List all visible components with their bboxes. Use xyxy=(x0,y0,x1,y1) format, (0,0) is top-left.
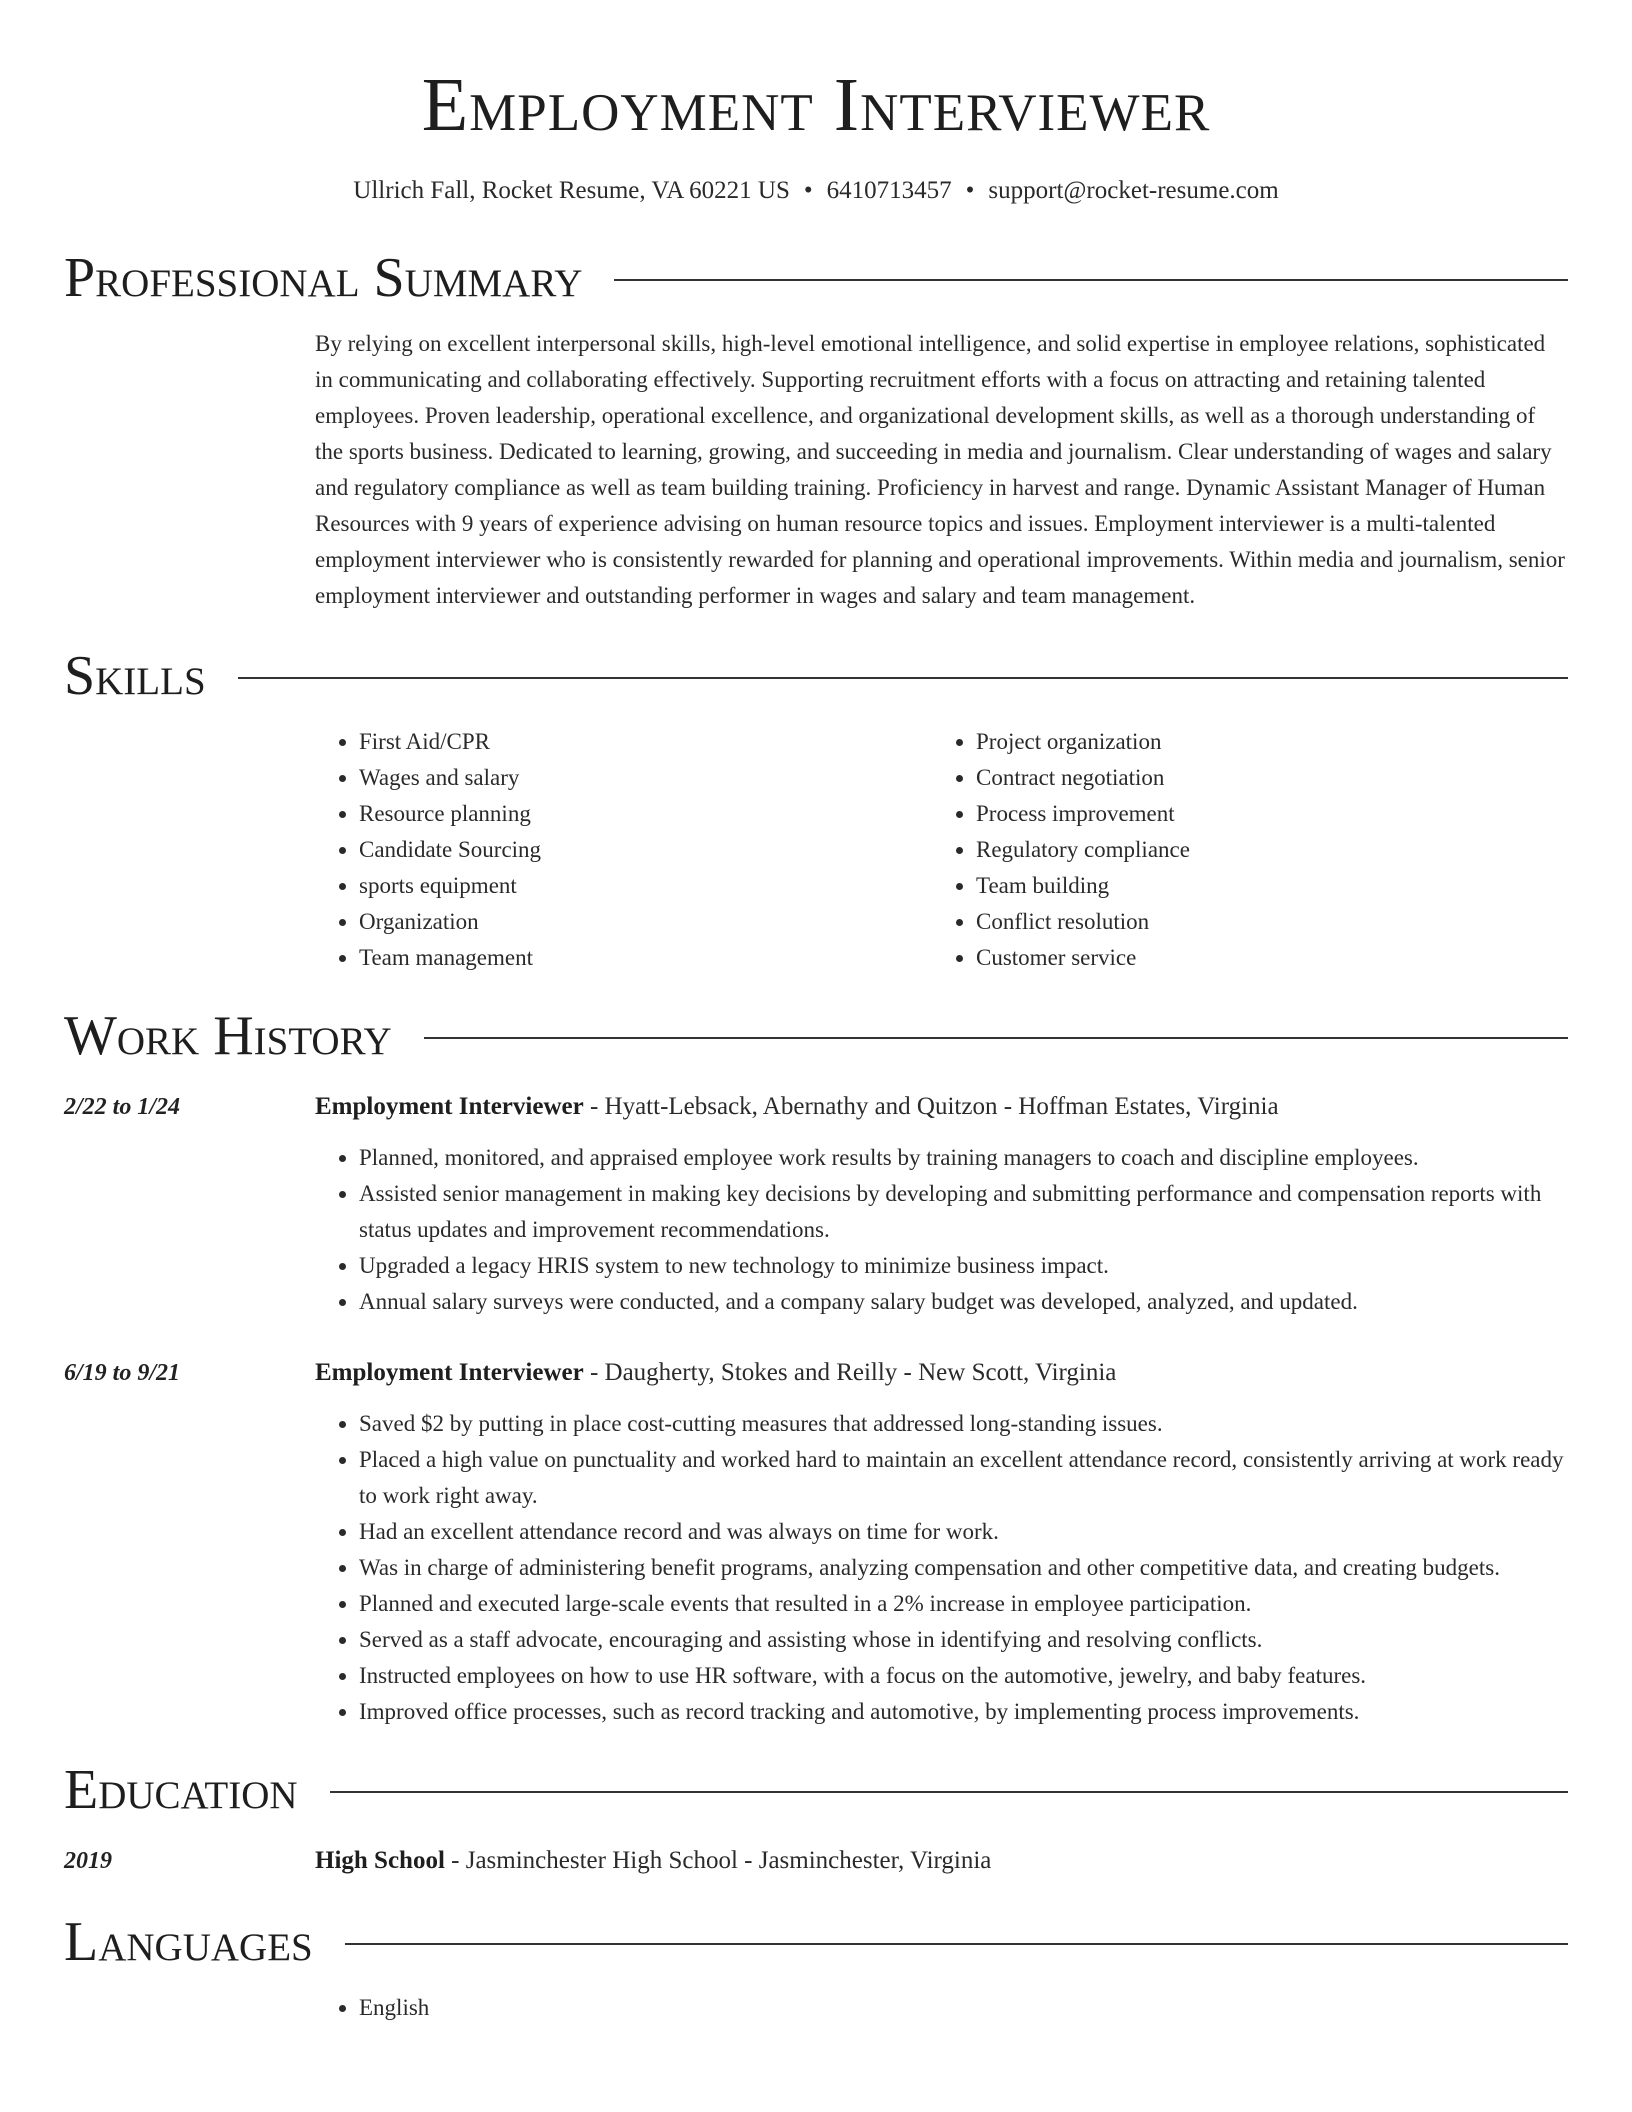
section-divider xyxy=(238,677,1568,679)
education-entry xyxy=(64,1842,1568,1880)
education-degree: High School xyxy=(315,1847,445,1874)
section-divider xyxy=(614,279,1568,281)
job-details: - Hyatt-Lebsack, Abernathy and Quitzon - Hoffman Estates, Virginia xyxy=(583,1093,1279,1120)
job-content xyxy=(315,1088,1568,1320)
job-entry xyxy=(64,1354,1568,1730)
skill-item: • Candidate Sourcing xyxy=(359,832,932,868)
job-bullet: • Assisted senior management in making key decisions by developing and submitting performance and compensation reports with status updates and improvement recommendations. xyxy=(359,1176,1568,1248)
section-divider xyxy=(330,1791,1568,1793)
job-role: Employment Interviewer xyxy=(315,1359,584,1386)
education-details: - Jasminchester High School - Jasminchester, Virginia xyxy=(444,1847,992,1874)
job-title-line xyxy=(315,1088,1568,1126)
work-section-header xyxy=(64,1004,1568,1068)
section-divider xyxy=(424,1037,1568,1039)
summary-text: By relying on excellent interpersonal skills, high-level emotional intelligence, and solid expertise in employee relations, sophisticated in communicating and collaborating effectively. Supporting recruitment efforts with a focus on attracting and retaining talented employees. Proven leadership, operational excellence, and organizational development skills, as well as a thorough understanding of the sports business. Dedicated to learning, growing, and succeeding in media and journalism. Clear understanding of wages and salary and regulatory compliance as well as team building training. Proficiency in harvest and range. Dynamic Assistant Manager of Human Resources with 9 years of experience advising on human resource topics and issues. Employment interviewer is a multi-talented employment interviewer who is consistently rewarded for planning and operational improvements. Within media and journalism, senior employment interviewer and outstanding performer in wages and salary and team management. xyxy=(315,331,1565,608)
skills-title: Skills xyxy=(64,645,206,707)
language-item: • English xyxy=(359,1990,1568,2026)
skill-item: • Project organization xyxy=(976,724,1549,760)
work-title: Work History xyxy=(64,1005,392,1067)
job-entry xyxy=(64,1088,1568,1320)
job-title-line xyxy=(315,1354,1568,1392)
job-role: Employment Interviewer xyxy=(315,1093,584,1120)
contact-separator: • xyxy=(965,177,975,204)
skill-item: • Process improvement xyxy=(976,796,1549,832)
skill-item: • Resource planning xyxy=(359,796,932,832)
candidate-name: Employment Interviewer xyxy=(421,63,1211,147)
summary-section-header xyxy=(64,246,1568,310)
job-bullet: • Planned, monitored, and appraised employee work results by training managers to coach and discipline employees. xyxy=(359,1140,1568,1176)
job-bullet: • Instructed employees on how to use HR software, with a focus on the automotive, jewelry, and baby features. xyxy=(359,1658,1568,1694)
contact-address: Ullrich Fall, Rocket Resume, VA 60221 US xyxy=(353,177,790,204)
skills-list xyxy=(315,724,1568,976)
contact-phone: 6410713457 xyxy=(826,177,952,204)
skill-item: • Regulatory compliance xyxy=(976,832,1549,868)
job-content xyxy=(315,1354,1568,1730)
skill-item: • First Aid/CPR xyxy=(359,724,932,760)
skill-item: • Contract negotiation xyxy=(976,760,1549,796)
education-year: 2019 xyxy=(64,1848,112,1874)
job-dates: 6/19 to 9/21 xyxy=(64,1360,181,1386)
education-content xyxy=(315,1842,1568,1880)
job-bullet: • Annual salary surveys were conducted, and a company salary budget was developed, analyzed, and updated. xyxy=(359,1284,1568,1320)
job-details: - Daugherty, Stokes and Reilly - New Scott, Virginia xyxy=(583,1359,1117,1386)
contact-separator: • xyxy=(803,177,813,204)
job-bullet: • Upgraded a legacy HRIS system to new technology to minimize business impact. xyxy=(359,1248,1568,1284)
job-dates: 2/22 to 1/24 xyxy=(64,1094,181,1120)
skill-item: • Wages and salary xyxy=(359,760,932,796)
skill-item: • Organization xyxy=(359,904,932,940)
job-bullet: • Was in charge of administering benefit programs, analyzing compensation and other competitive data, and creating budgets. xyxy=(359,1550,1568,1586)
skill-item: • Customer service xyxy=(976,940,1549,976)
education-section-header xyxy=(64,1758,1568,1822)
languages-section-header xyxy=(64,1910,1568,1974)
job-bullets xyxy=(315,1406,1568,1730)
education-line xyxy=(315,1842,1568,1880)
job-bullets xyxy=(315,1140,1568,1320)
contact-line xyxy=(64,174,1568,208)
skill-item: • sports equipment xyxy=(359,868,932,904)
job-bullet: • Placed a high value on punctuality and worked hard to maintain an excellent attendance record, consistently arriving at work ready to work right away. xyxy=(359,1442,1568,1514)
job-bullet: • Improved office processes, such as record tracking and automotive, by implementing process improvements. xyxy=(359,1694,1568,1730)
skills-column-left xyxy=(315,724,932,976)
languages-title: Languages xyxy=(64,1911,313,1973)
skills-column-right xyxy=(932,724,1549,976)
job-bullet: • Served as a staff advocate, encouraging and assisting whose in identifying and resolving conflicts. xyxy=(359,1622,1568,1658)
section-divider xyxy=(345,1943,1568,1945)
skill-item: • Team management xyxy=(359,940,932,976)
education-title: Education xyxy=(64,1759,298,1821)
contact-email: support@rocket-resume.com xyxy=(988,177,1279,204)
job-bullet: • Saved $2 by putting in place cost-cutting measures that addressed long-standing issues. xyxy=(359,1406,1568,1442)
skills-section-header xyxy=(64,644,1568,708)
skill-item: • Team building xyxy=(976,868,1549,904)
job-bullet: • Had an excellent attendance record and was always on time for work. xyxy=(359,1514,1568,1550)
job-bullet: • Planned and executed large-scale events that resulted in a 2% increase in employee participation. xyxy=(359,1586,1568,1622)
resume-page xyxy=(64,0,1568,2026)
languages-list xyxy=(315,1990,1568,2026)
summary-title: Professional Summary xyxy=(64,247,583,309)
skill-item: • Conflict resolution xyxy=(976,904,1549,940)
